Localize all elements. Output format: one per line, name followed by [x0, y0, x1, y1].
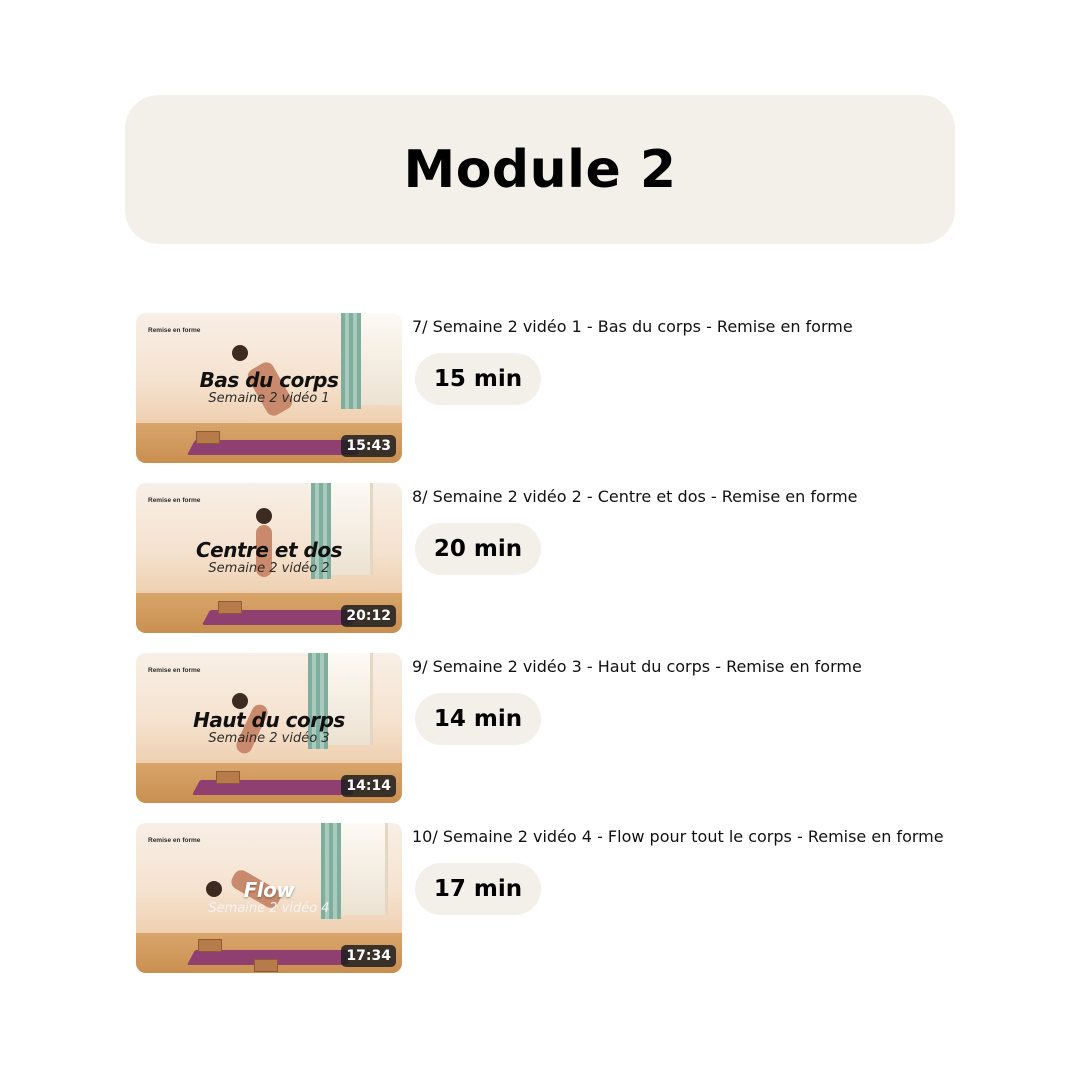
- thumbnail-subtitle: Semaine 2 vidéo 1: [208, 391, 330, 406]
- duration-pill: 20 min: [415, 523, 541, 575]
- yoga-block: [216, 771, 240, 784]
- module-title: Module 2: [403, 139, 677, 200]
- channel-logo: Remise en forme: [148, 327, 201, 334]
- video-item[interactable]: [136, 823, 966, 973]
- video-item[interactable]: [136, 483, 966, 633]
- channel-logo: Remise en forme: [148, 497, 201, 504]
- video-thumbnail[interactable]: [136, 823, 402, 973]
- duration-badge: 14:14: [341, 775, 396, 797]
- person-figure: [256, 508, 272, 524]
- thumbnail-subtitle: Semaine 2 vidéo 3: [208, 731, 330, 746]
- duration-badge: 15:43: [341, 435, 396, 457]
- thumbnail-title: Flow: [243, 878, 295, 902]
- video-title[interactable]: 7/ Semaine 2 vidéo 1 - Bas du corps - Remise en forme: [412, 317, 853, 336]
- thumbnail-title: Bas du corps: [199, 368, 339, 392]
- person-figure: [232, 693, 248, 709]
- channel-logo: Remise en forme: [148, 667, 201, 674]
- video-thumbnail[interactable]: [136, 483, 402, 633]
- thumbnail-title: Centre et dos: [196, 538, 342, 562]
- duration-badge: 20:12: [341, 605, 396, 627]
- duration-pill: 15 min: [415, 353, 541, 405]
- yoga-block: [254, 959, 278, 972]
- module-header-card: [125, 95, 955, 244]
- video-title[interactable]: 8/ Semaine 2 vidéo 2 - Centre et dos - Remise en forme: [412, 487, 858, 506]
- yoga-block: [198, 939, 222, 952]
- duration-badge: 17:34: [341, 945, 396, 967]
- yoga-block: [196, 431, 220, 444]
- duration-pill: 17 min: [415, 863, 541, 915]
- duration-pill: 14 min: [415, 693, 541, 745]
- thumbnail-subtitle: Semaine 2 vidéo 4: [208, 901, 330, 916]
- channel-logo: Remise en forme: [148, 837, 201, 844]
- video-title[interactable]: 10/ Semaine 2 vidéo 4 - Flow pour tout le corps - Remise en forme: [412, 827, 944, 846]
- video-title[interactable]: 9/ Semaine 2 vidéo 3 - Haut du corps - Remise en forme: [412, 657, 862, 676]
- thumbnail-subtitle: Semaine 2 vidéo 2: [208, 561, 330, 576]
- video-thumbnail[interactable]: [136, 313, 402, 463]
- thumbnail-title: Haut du corps: [193, 708, 345, 732]
- video-thumbnail[interactable]: [136, 653, 402, 803]
- video-item[interactable]: [136, 313, 966, 463]
- video-item[interactable]: [136, 653, 966, 803]
- yoga-block: [218, 601, 242, 614]
- person-figure: [232, 345, 248, 361]
